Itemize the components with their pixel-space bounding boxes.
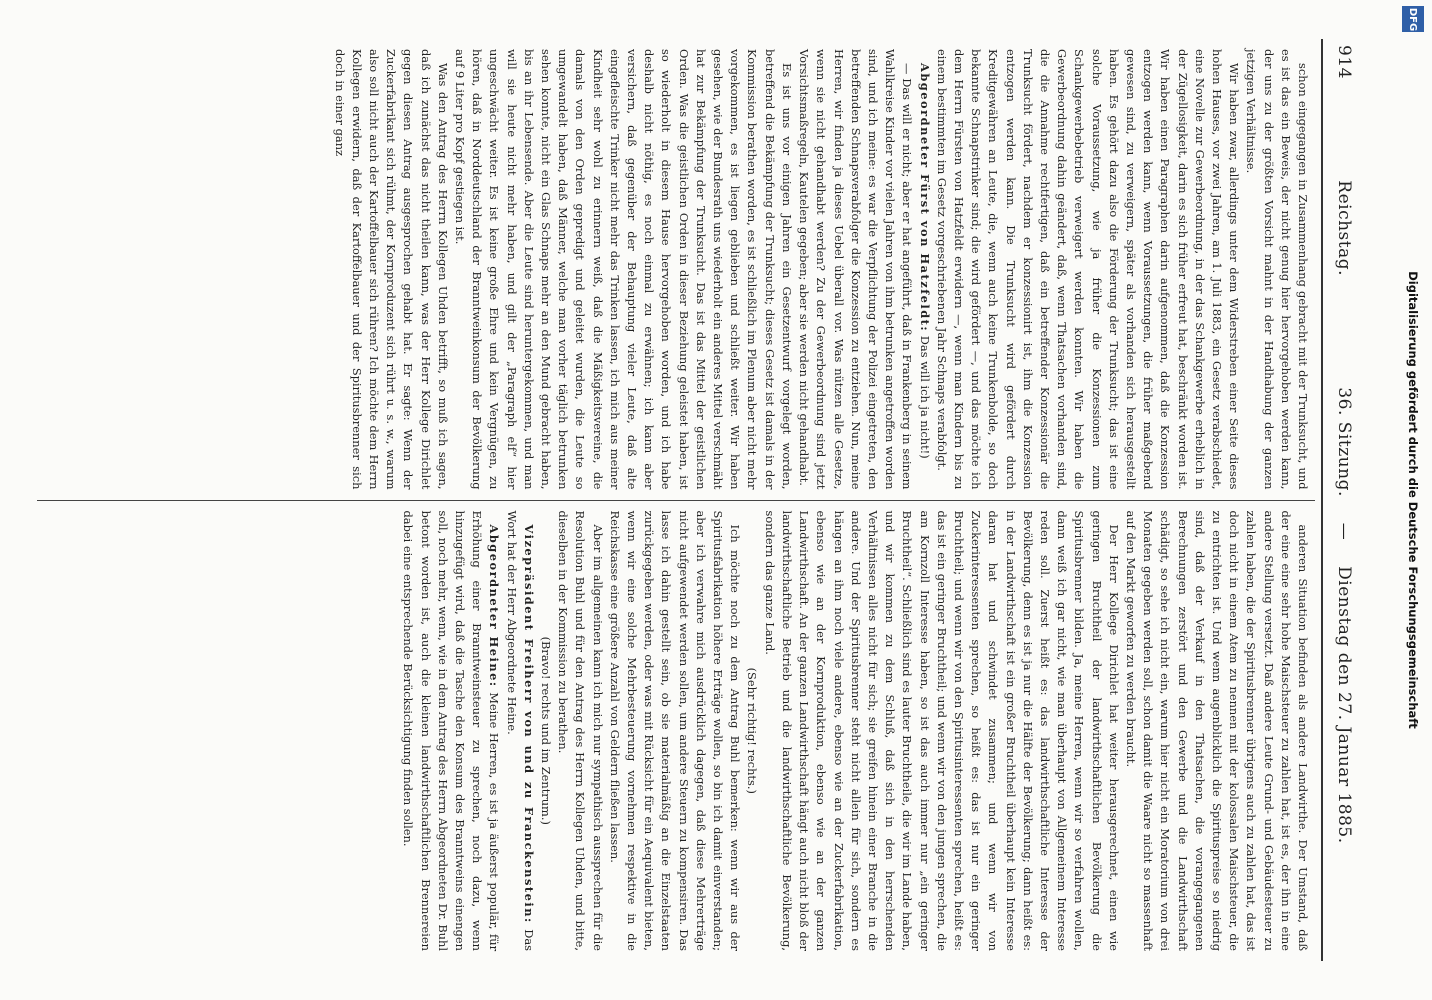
speaker-name: Abgeordneter Fürst von Hatzfeldt: [917, 63, 932, 333]
speech-text: Das will ich ja nicht!) [917, 335, 932, 459]
header-session-info [1334, 377, 1354, 853]
speech-text: Meine Herren, es ist ja äußerst populär, für Erhöhung einer Branntweinsteuer zu sprechen, noch dazu, wenn hinzugefügt wird, daß die Tasche den Konsum des Branntweins einengen soll, noch mehr, wenn, wie in dem Antrag des Herrn Abgeordneten Dr. Buhl betont worden ist, auch die kleinen landwirthschaftlichen Brennereien dabei eine entsprechende Berücksichtigung finden sollen. [401, 510, 502, 952]
dfg-logo-text: DFG [1407, 7, 1419, 31]
speaker-paragraph [399, 511, 502, 952]
header-dash: — [1334, 522, 1354, 541]
digitization-notice: Digitalisierung gefördert durch die Deutsche Forschungsgemeinschaft [1406, 271, 1420, 729]
speech-text: Das Wort hat der Herr Abgeordnete Heine. [504, 510, 536, 951]
session-label: 36. Sitzung. [1334, 387, 1354, 497]
body-paragraph: anderen Situation befinden als andere Landwirthe. Der Umstand, daß der eine eine sehr hohe Maischsteuer zu zahlen hat, ist es, der ihn in eine andere Stellung versetzt. Daß andere Leute Grund- und Gebäudesteuer zu zahlen haben, die der Spiritusbrenner übrigens auch zu zahlen hat, das ist doch nicht in einem Atem zu nennen mit der kolossalen Maischsteuer, die zu entrichten ist. Und wenn augenblicklich die Spirituspreise so niedrig sind, daß der Verkauf in den Thatsachen, die vorangegangenen Berechnungen zerstört und den Gewerbe und die Landwirthschaft schädigt, so sehe ich nicht ein, warum hier nicht ein Moratorium von drei Monaten gegeben werden soll, schon damit die Waare nicht so massenhaft auf den Markt geworfen zu werden braucht. [1123, 510, 1310, 951]
page-number: 914 [1334, 45, 1354, 79]
header-rule [1321, 39, 1323, 961]
text-column-right [37, 501, 1315, 962]
body-paragraph: Es ist uns vor einigen Jahren ein Gesetzentwurf vorgelegt worden, betreffend die Bekämpfung der Trunksucht; dieses Gesetz ist damals in der Kommission berathen worden, es ist schließlich im Plenum aber nicht mehr vorgekommen, es ist liegen geblieben und schließt weiter. Wir haben gesehen, wie der Bundesrath uns wiederholt ein anderes Mittel verschmäht hat zur Bekämpfung der Trunksucht. Das ist das Mittel der geistlichen Orden. Was die geistlichen Orden in dieser Beziehung geleistet haben, ist so wiederholt in diesem Hause hervorgehoben worden, und ich habe deshalb nicht nöthig, es noch einmal zu erwähnen; ich kann aber versichern, daß gegenüber der Behauptung vieler Leute, daß alte eingefleischte Trinker nicht mehr das Trinken lassen, ich mich aus meiner Kindheit sehr wohl zu erinnern weiß, daß die Mäßigkeitsvereine, die damals von den Orden gepredigt und geleitet wurden, die Leute so umgewandelt haben, daß Männer, welche man vorher täglich betrunken sehen konnte, nicht ein Glas Schnaps mehr an den Mund gebracht haben, bis an ihr Lebensende. Aber die Leute sind heruntergekommen, und man will sie heute nicht mehr haben, und gilt der „Paragraph elf“ hier ungeschwächt weiter. Es ist keine große Ehre und kein Vergnügen, zu hören, daß in Norddeutschland der Branntweinkonsum der Bevölkerung auf 9 Liter pro Kopf gestiegen ist. [453, 49, 794, 490]
speaker-paragraph [502, 511, 536, 952]
running-header [1327, 45, 1361, 955]
text-columns [37, 39, 1315, 961]
speaker-name: Abgeordneter Heine: [487, 524, 502, 688]
dfg-logo [1402, 6, 1424, 32]
header-left-title: Reichstag. [1334, 180, 1354, 277]
body-paragraph: — Das will er nicht; aber er hat angeführt, daß in Frankenberg in seinem Wahlkreise Kinder vor vielen Jahren von ihm betrunken angetroffen worden sind, und ich meine: es war die Verpflichtung der Polizei eingetreten, den betreffenden Schnapsverabfolger die Konzession zu entziehen. Nun, meine Herren, wir finden ja dieses Uebel überall vor. Was nützen alle Gesetze, wenn sie nicht gehandhabt werden? Zu der Gewerbeordnung sind jetzt Vorsichtsmaßregeln, Kautelen gegeben; aber sie werden nicht gehandhabt. [797, 49, 915, 490]
body-paragraph: Was den Antrag des Herrn Kollegen Uhden betrifft, so muß ich sagen, daß ich zunächst das nicht theilen kann, was der Herr Kollege Dirichlet gegen diesen Antrag ausgesprochen gehabt hat. Er sagte: Wenn der Zuckerfabrikant sich rühmt, der Kornproduzent sich rührt u. s. w., warum also soll nicht auch der Kartoffelbauer sich rühren? Ich möchte dem Herrn Kollegen erwidern, daß der Kartoffelbauer und der Spiritusbrenner sich doch in einer ganz [332, 49, 450, 490]
speaker-name: Vizepräsident Freiherr von und zu Franckenstein: [521, 524, 536, 924]
interjection: (Sehr richtig! rechts.) [745, 667, 760, 794]
body-paragraph: Ich möchte noch zu dem Antrag Buhl bemerken: wenn wir aus der Spiritusfabrikation höhere Erträge wollen, so bin ich damit einverstanden; aber ich verwahre mich ausdrücklich dagegen, daß diese Mehrerträge nicht aufgewendet werden sollen, um andere Steuern zu kompensiren. Das lasse ich dahin gestellt sein, ob sie materialmäßig an die Einzelstaaten zurückgegeben werden, oder was mit Rücksicht für ein Aequivalent bieten, wenn wir eine solche Mehrbesteuerung vornehmen respektive in die Reichskasse eine größere Anzahl von Geldern fließen lassen. [607, 510, 743, 951]
interjection: (Bravo! rechts und im Zentrum.) [539, 636, 554, 825]
text-column-left [37, 39, 1315, 500]
session-date: Dienstag den 27. Januar 1885. [1334, 566, 1354, 844]
body-paragraph: Wir haben zwar, allerdings unter dem Widerstreben einer Seite dieses hohen Hauses, vor zwei Jahren, am 1. Juli 1883, ein Gesetz verabschiedet, eine Novelle zur Gewerbeordnung, in der das Schankgewerbe erheblich in der Zügellosigkeit, darin es sich früher erfreut hat, beschränkt worden ist. Wir haben einen Paragraphen darin aufgenommen, daß die Konzession entzogen werden kann, wenn Voraussetzungen, die früher maßgebend gewesen sind, zu verweigern, später als vorhanden sich herausgestellt haben. Es gehört dazu also die Förderung der Trunksucht; das ist eine solche Voraussetzung, wie ja früher die Konzessionen zum Schankgewerbebetrieb verweigert werden konnten. Wir haben die Gewerbeordnung dahin geändert, daß, wenn Thatsachen vorhanden sind, die die Annahme rechtfertigen, daß ein betreffender Konzessionär die Trunksucht fördert, nachdem er konzessionirt ist, ihm die Konzession entzogen werden kann. Die Trunksucht wird gefördert durch Kreditgewähren an Leute, die, wenn auch keine Trunkenbolde, so doch bekannte Schnapstrinker sind; die wird gefördert —, und das möchte ich dem Herrn Fürsten von Hatzfeldt erwidern —, wenn man Kindern bis zu einem bestimmten im Gesetz vorgeschriebenen Jahr Schnaps verabfolgt. [934, 49, 1242, 490]
body-paragraph: schon eingegangen in Zusammenhang gebracht mit der Trunksucht, und es ist das ein Beweis, der nicht genug hier hervorgehoben werden kann, der uns zu der größten Vorsicht mahnt in der Handhabung der ganzen jetzigen Verhältnisse. [1244, 49, 1310, 490]
document-page [21, 25, 1361, 975]
speaker-paragraph [915, 49, 932, 490]
body-paragraph: Aber im allgemeinen kann ich mich nur sympathisch aussprechen für die Resolution Buhl und für den Antrag des Herrn Kollegen Uhden, und bitte, dieselben in der Kommission zu berathen. [556, 510, 605, 951]
body-paragraph: Der Herr Kollege Dirichlet hat weiter herausgerechnet, einen wie geringen Bruchtheil der landwirthschaftlichen Bevölkerung die Spiritusbrenner bilden. Ja, meine Herren, wenn wir so verfahren wollen, dann weiß ich gar nicht, wie man überhaupt von Allgemeinem Interesse reden soll. Zuerst heißt es: das landwirthschaftliche Interesse der Bevölkerung, denn es ist ja nur die Hälfte der Bevölkerung; dann heißt es: in der Landwirthschaft ist ein großer Bruchtheil überhaupt kein Interesse daran hat und schwindet zusammen; und wenn wir von Zuckerinteressenten sprechen, so heißt es: das ist nur ein geringer Bruchtheil; und wenn wir von den Spiritusinteressenten sprechen, heißt es: das ist ein geringer Bruchtheil; und wenn wir von den jungen sprechen, die am Kornzoll Interesse haben, so ist das auch immer nur „ein geringer Bruchtheil“. Schließlich sind es lauter Bruchtheile, die wir im Lande haben, und wir kommen zu dem Schluß, daß sich in den herrschenden Verhältnissen alles nicht für sich; sie greifen hinein einer Branche in die andere. Und der Spiritusbrenner steht nicht allein für sich, sondern es hängen an ihm noch viele andere, ebenso wie an der Zuckerfabrikation, ebenso wie an der Kornproduktion, ebenso wie an der ganzen Landwirthschaft. An der ganzen Landwirthschaft hängt auch nicht bloß der landwirthschaftliche Betrieb und die landwirthschaftliche Bevölkerung, sondern das ganze Land. [762, 510, 1121, 951]
